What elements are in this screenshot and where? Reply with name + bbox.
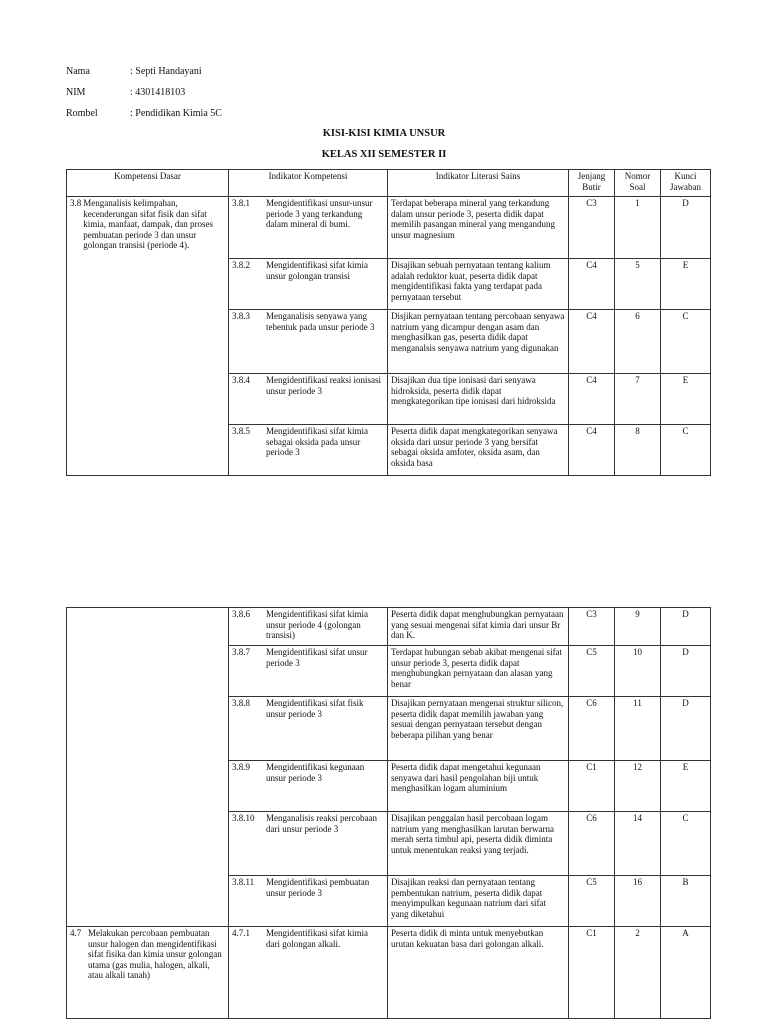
nomor-cell: 11 bbox=[615, 697, 661, 761]
column-header: Indikator Kompetensi bbox=[229, 170, 388, 197]
nomor-cell: 12 bbox=[615, 761, 661, 812]
name-value: : Septi Handayani bbox=[130, 66, 202, 77]
kunci-cell: A bbox=[661, 927, 711, 1019]
jenjang-cell: C4 bbox=[569, 425, 615, 476]
indicator-number: 3.8.6 bbox=[232, 609, 250, 619]
jenjang-cell: C3 bbox=[569, 197, 615, 259]
kunci-cell: D bbox=[661, 197, 711, 259]
indicator-text: Mengidentifikasi pembuatan unsur periode 3 bbox=[266, 877, 370, 898]
kompetensi-dasar-cell bbox=[67, 927, 229, 1019]
literasi-sains-cell: Disajikan sebuah pernyataan tentang kalium adalah reduktor kuat, peserta didik dapat mengidentifikasi fakta yang terdapat pada pernyataan tersebut bbox=[388, 259, 569, 310]
kisi-table-part2 bbox=[66, 607, 711, 1019]
indicator-number: 3.8.1 bbox=[232, 198, 250, 208]
nomor-cell: 6 bbox=[615, 310, 661, 374]
literasi-sains-cell: Disajikan penggalan hasil percobaan logam natrium yang menghasilkan larutan berwarna merah serta timbul api, peserta didik diminta untuk menentukan reaksi yang terjadi. bbox=[388, 812, 569, 876]
literasi-sains-cell: Peserta didik dapat mengkategorikan senyawa oksida dari unsur periode 3 yang bersifat sebagai oksida amfoter, oksida asam, dan oksida basa bbox=[388, 425, 569, 476]
kd-text: Melakukan percobaan pembuatan unsur halogen dan mengidentifikasi sifat fisika dan kimia unsur golongan utama (gas mulia, halogen, alkali, atau alkali tanah) bbox=[88, 928, 222, 981]
column-header: Kompetensi Dasar bbox=[67, 170, 229, 197]
column-header: Indikator Literasi Sains bbox=[388, 170, 569, 197]
literasi-sains-cell: Peserta didik di minta untuk menyebutkan urutan kekuatan basa dari golongan alkali. bbox=[388, 927, 569, 1019]
indicator-text: Menganalisis senyawa yang tebentuk pada unsur periode 3 bbox=[266, 311, 375, 332]
nim-value: : 4301418103 bbox=[130, 87, 186, 98]
indicator-number: 3.8.10 bbox=[232, 813, 255, 823]
indicator-number: 3.8.3 bbox=[232, 311, 250, 321]
kd-number: 4.7 bbox=[70, 928, 82, 938]
indicator-number: 3.8.8 bbox=[232, 698, 250, 708]
jenjang-cell: C4 bbox=[569, 310, 615, 374]
literasi-sains-cell: Disajikan pernyataan mengenai struktur silicon, peserta didik dapat memilih jawaban yang sesuai dengan pernyataan tersebut dengan beberapa pilihan yang benar bbox=[388, 697, 569, 761]
kunci-cell: E bbox=[661, 374, 711, 425]
nomor-cell: 5 bbox=[615, 259, 661, 310]
jenjang-cell: C4 bbox=[569, 259, 615, 310]
indikator-kompetensi-cell bbox=[229, 876, 388, 927]
jenjang-cell: C6 bbox=[569, 697, 615, 761]
kunci-cell: D bbox=[661, 608, 711, 646]
indicator-text: Menganalisis reaksi percobaan dari unsur periode 3 bbox=[266, 813, 377, 834]
jenjang-cell: C3 bbox=[569, 608, 615, 646]
kunci-cell: C bbox=[661, 425, 711, 476]
jenjang-cell: C5 bbox=[569, 646, 615, 697]
indikator-kompetensi-cell bbox=[229, 608, 388, 646]
kunci-cell: C bbox=[661, 310, 711, 374]
table-row bbox=[67, 608, 711, 646]
kd-text: Menganalisis kelimpahan, kecenderungan sifat fisik dan sifat kimia, manfaat, dampak, dan proses pembuatan periode 3 dan unsur golongan transisi (periode 4). bbox=[83, 198, 213, 251]
indicator-number: 3.8.9 bbox=[232, 762, 250, 772]
document-subtitle: KELAS XII SEMESTER II bbox=[321, 149, 447, 160]
nomor-cell: 7 bbox=[615, 374, 661, 425]
kunci-cell: D bbox=[661, 697, 711, 761]
kunci-cell: C bbox=[661, 812, 711, 876]
jenjang-cell: C1 bbox=[569, 927, 615, 1019]
nim-label: NIM bbox=[66, 87, 86, 98]
indikator-kompetensi-cell bbox=[229, 197, 388, 259]
column-header: Jenjang Butir bbox=[569, 170, 615, 197]
kunci-cell: E bbox=[661, 761, 711, 812]
jenjang-cell: C4 bbox=[569, 374, 615, 425]
column-header: Nomor Soal bbox=[615, 170, 661, 197]
indicator-text: Mengidentifikasi sifat kimia sebagai oksida pada unsur periode 3 bbox=[266, 426, 368, 458]
literasi-sains-cell: Peserta didik dapat mengetahui kegunaan senyawa dari hasil pengolahan biji untuk menghasilkan logam aluminium bbox=[388, 761, 569, 812]
indikator-kompetensi-cell bbox=[229, 646, 388, 697]
nomor-cell: 16 bbox=[615, 876, 661, 927]
table-row bbox=[67, 197, 711, 259]
indicator-text: Mengidentifikasi sifat unsur periode 3 bbox=[266, 647, 368, 668]
indikator-kompetensi-cell bbox=[229, 310, 388, 374]
rombel-label: Rombel bbox=[66, 108, 98, 119]
indicator-text: Mengidentifikasi sifat fisik unsur periode 3 bbox=[266, 698, 364, 719]
literasi-sains-cell: Disajikan dua tipe ionisasi dari senyawa hidroksida, peserta didik dapat mengkategorikan tipe ionisasi dari hidroksida bbox=[388, 374, 569, 425]
nomor-cell: 10 bbox=[615, 646, 661, 697]
jenjang-cell: C6 bbox=[569, 812, 615, 876]
indicator-text: Mengidentifikasi unsur-unsur periode 3 yang terkandung dalam mineral di bumi. bbox=[266, 198, 373, 230]
kunci-cell: B bbox=[661, 876, 711, 927]
indicator-number: 3.8.2 bbox=[232, 260, 250, 270]
kompetensi-dasar-cell bbox=[67, 608, 229, 927]
indikator-kompetensi-cell bbox=[229, 374, 388, 425]
rombel-value: : Pendidikan Kimia 5C bbox=[130, 108, 222, 119]
indicator-number: 3.8.11 bbox=[232, 877, 255, 887]
literasi-sains-cell: Terdapat hubungan sebab akibat mengenai sifat unsur periode 3, peserta didik dapat menghubungkan pernyataan dan alasan yang benar bbox=[388, 646, 569, 697]
indicator-text: Mengidentifikasi sifat kimia unsur periode 4 (golongan transisi) bbox=[266, 609, 368, 641]
literasi-sains-cell: Disajikan reaksi dan pernyataan tentang pembentukan natrium, peserta didik dapat menyimpulkan kegunaan natrium dari sifat yang diketahui bbox=[388, 876, 569, 927]
indikator-kompetensi-cell bbox=[229, 259, 388, 310]
indicator-number: 3.8.5 bbox=[232, 426, 250, 436]
nomor-cell: 2 bbox=[615, 927, 661, 1019]
kd-number: 3.8 bbox=[70, 198, 82, 208]
kunci-cell: E bbox=[661, 259, 711, 310]
literasi-sains-cell: Peserta didik dapat menghubungkan pernyataan yang sesuai mengenai sifat kimia dari unsur Br dan K. bbox=[388, 608, 569, 646]
indikator-kompetensi-cell bbox=[229, 812, 388, 876]
jenjang-cell: C5 bbox=[569, 876, 615, 927]
jenjang-cell: C1 bbox=[569, 761, 615, 812]
indicator-number: 3.8.4 bbox=[232, 375, 250, 385]
table-header-row bbox=[67, 170, 711, 197]
indicator-text: Mengidentifikasi kegunaan unsur periode 3 bbox=[266, 762, 365, 783]
indicator-text: Mengidentifikasi reaksi ionisasi unsur periode 3 bbox=[266, 375, 381, 396]
nomor-cell: 1 bbox=[615, 197, 661, 259]
kisi-table-part1 bbox=[66, 169, 711, 476]
nomor-cell: 9 bbox=[615, 608, 661, 646]
document-title: KISI-KISI KIMIA UNSUR bbox=[322, 128, 446, 139]
name-label: Nama bbox=[66, 66, 90, 77]
indicator-text: Mengidentifikasi sifat kimia dari golongan alkali. bbox=[266, 928, 368, 949]
kompetensi-dasar-cell bbox=[67, 197, 229, 476]
indikator-kompetensi-cell bbox=[229, 425, 388, 476]
column-header: Kunci Jawaban bbox=[661, 170, 711, 197]
indicator-text: Mengidentifikasi sifat kimia unsur golongan transisi bbox=[266, 260, 368, 281]
literasi-sains-cell: Terdapat beberapa mineral yang terkandung dalam unsur periode 3, peserta didik dapat memilih pasangan mineral yang mengandung unsur magnesium bbox=[388, 197, 569, 259]
indicator-number: 3.8.7 bbox=[232, 647, 250, 657]
table-row bbox=[67, 927, 711, 1019]
indikator-kompetensi-cell bbox=[229, 761, 388, 812]
indikator-kompetensi-cell bbox=[229, 927, 388, 1019]
nomor-cell: 14 bbox=[615, 812, 661, 876]
nomor-cell: 8 bbox=[615, 425, 661, 476]
indicator-number: 4.7.1 bbox=[232, 928, 250, 938]
kunci-cell: D bbox=[661, 646, 711, 697]
literasi-sains-cell: Disjikan pernyataan tentang percobaan senyawa natrium yang dicampur dengan asam dan menghasilkan gas, peserta didik dapat menganalsis senyawa natrium yang digunakan bbox=[388, 310, 569, 374]
indikator-kompetensi-cell bbox=[229, 697, 388, 761]
